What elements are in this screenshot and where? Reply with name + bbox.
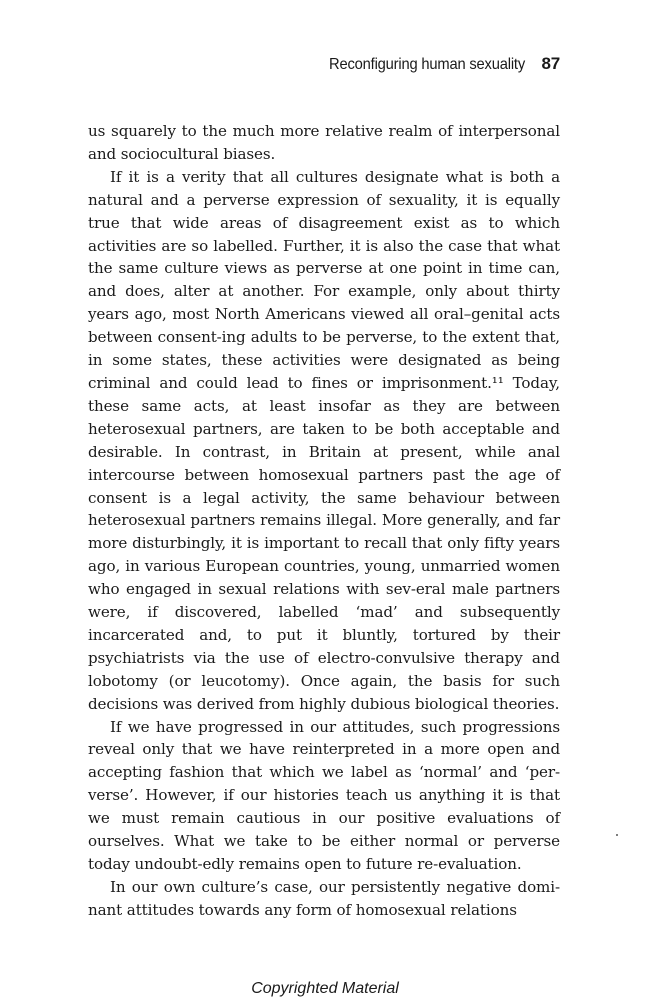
- running-title: Reconfiguring human sexuality: [329, 56, 526, 73]
- paragraph: If we have progressed in our attitudes, such progressions reveal only that we have reinterpreted in a more open and accepting fashion that which we label as ‘normal’ and ‘per-verse’. However, if our histories teach us anything it is that we must remain cautious in our positive evaluations of ourselves. What we take to be either normal or perverse today undoubt-edly remains open to future re-evaluation.: [88, 717, 560, 873]
- paragraph-continued: us squarely to the much more relative realm of interpersonal and sociocultural biases.: [88, 122, 560, 163]
- running-head: [88, 54, 560, 78]
- copyright-footer: Copyrighted Material: [251, 980, 399, 997]
- scan-speck: [616, 834, 618, 836]
- paragraph: In our own culture’s case, our persistently negative domi-nant attitudes towards any form of homosexual relations: [88, 877, 560, 919]
- page-number: 87: [541, 54, 560, 73]
- paragraph: If it is a verity that all cultures designate what is both a natural and a perverse expression of sexuality, it is equally true that wide areas of disagreement exist as to which activities are so labelled. Further, it is also the case that what the same culture views as perverse at one point in time can, and does, alter at another. For example, only about thirty years ago, most North Americans viewed all oral–genital acts between consent-ing adults to be perverse, to the extent that, in some states, these activities were designated as being criminal and could lead to fines or imprisonment.¹¹ Today, these same acts, at least insofar as they are between heterosexual partners, are taken to be both acceptable and desirable. In contrast, in Britain at present, while anal intercourse between homosexual partners past the age of consent is a legal activity, the same behaviour between heterosexual partners remains illegal. More generally, and far more disturbingly, it is important to recall that only fifty years ago, in various European countries, young, unmarried women who engaged in sexual relations with sev-eral male partners were, if discovered, labelled ‘mad’ and subsequently incarcerated and, to put it bluntly, tortured by their psychiatrists via the use of electro-convulsive therapy and lobotomy (or leucotomy). Once again, the basis for such decisions was derived from highly dubious biological theories.: [88, 167, 560, 713]
- body-text: [88, 120, 560, 922]
